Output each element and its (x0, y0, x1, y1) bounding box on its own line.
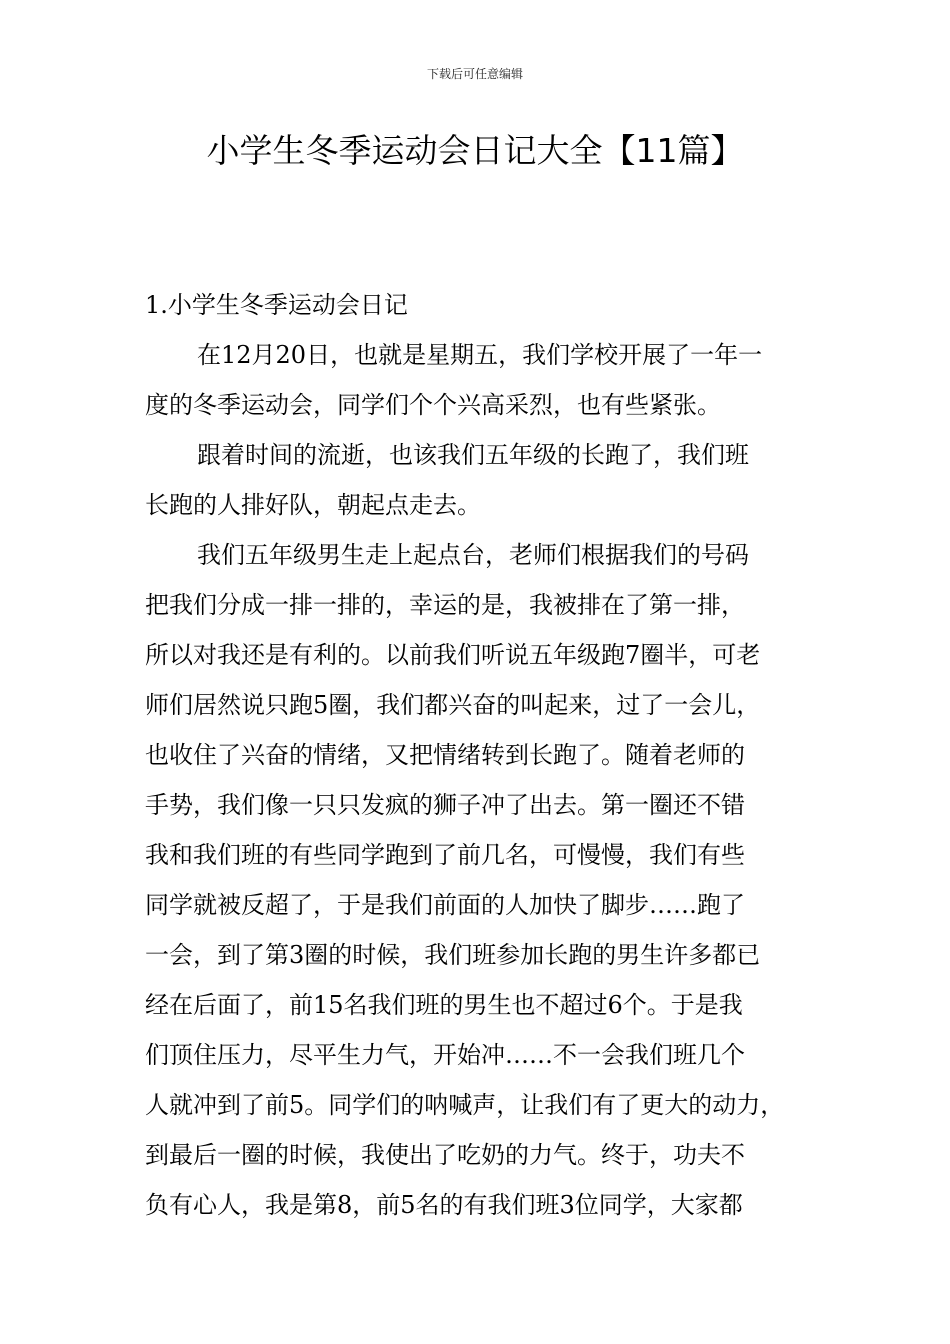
section-heading: 1.小学生冬季运动会日记 (145, 291, 408, 319)
header-note: 下载后可任意编辑 (426, 67, 523, 81)
paragraph-line: 手势，我们像一只只发疯的狮子冲了出去。第一圈还不错 (145, 791, 745, 819)
paragraph-line: 我和我们班的有些同学跑到了前几名，可慢慢，我们有些 (145, 841, 745, 869)
paragraph-3 (145, 530, 815, 1230)
paragraph-line: 跟着时间的流逝，也该我们五年级的长跑了，我们班 (197, 441, 749, 469)
paragraph-line: 负有心人，我是第8，前5名的有我们班3位同学，大家都 (145, 1191, 743, 1219)
paragraph-line: 把我们分成一排一排的，幸运的是，我被排在了第一排， (145, 591, 745, 619)
paragraph-line: 所以对我还是有利的。以前我们听说五年级跑7圈半，可老 (145, 641, 761, 669)
document-title: 小学生冬季运动会日记大全【11篇】 (206, 131, 744, 170)
paragraph-line: 度的冬季运动会，同学们个个兴高采烈，也有些紧张。 (145, 391, 721, 419)
paragraph-line: 我们五年级男生走上起点台，老师们根据我们的号码 (197, 541, 749, 569)
paragraph-line: 也收住了兴奋的情绪，又把情绪转到长跑了。随着老师的 (145, 741, 745, 769)
paragraph-2 (145, 430, 815, 530)
paragraph-line: 到最后一圈的时候，我使出了吃奶的力气。终于，功夫不 (145, 1141, 745, 1169)
paragraph-line: 们顶住压力，尽平生力气，开始冲……不一会我们班几个 (145, 1041, 745, 1069)
paragraph-1 (145, 330, 815, 430)
paragraph-line: 人就冲到了前5。同学们的呐喊声，让我们有了更大的动力， (145, 1091, 785, 1119)
paragraph-line: 经在后面了，前15名我们班的男生也不超过6个。于是我 (145, 991, 743, 1019)
paragraph-line: 在12月20日，也就是星期五，我们学校开展了一年一 (197, 341, 763, 369)
paragraph-line: 一会，到了第3圈的时候，我们班参加长跑的男生许多都已 (145, 941, 761, 969)
paragraph-line: 同学就被反超了，于是我们前面的人加快了脚步……跑了 (145, 891, 745, 919)
paragraph-line: 长跑的人排好队，朝起点走去。 (145, 491, 481, 519)
paragraph-line: 师们居然说只跑5圈，我们都兴奋的叫起来，过了一会儿， (145, 691, 761, 719)
article-body (145, 280, 815, 1230)
